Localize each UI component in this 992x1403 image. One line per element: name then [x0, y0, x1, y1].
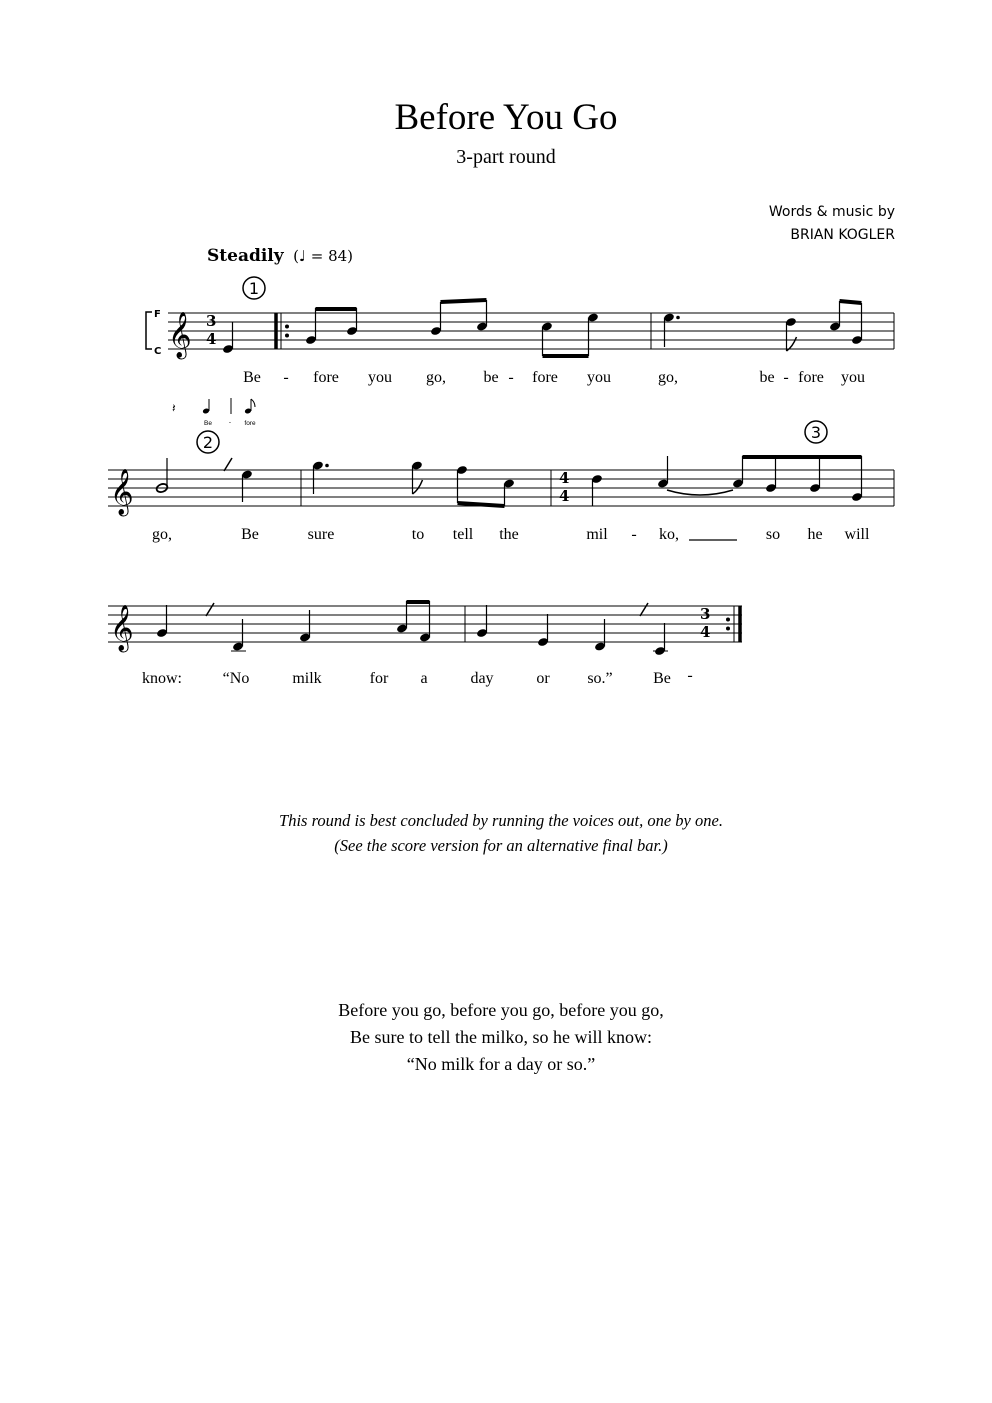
range-bracket	[146, 309, 161, 357]
beamed-note-group	[456, 465, 515, 506]
note	[312, 460, 329, 494]
note	[411, 460, 423, 494]
treble-clef-icon: 𝄞	[110, 469, 134, 515]
part-marker-2	[197, 431, 219, 453]
lyric-hyphen: -	[631, 526, 637, 543]
lyric-syllable: so.”	[587, 670, 613, 687]
svg-text:4: 4	[559, 469, 570, 487]
note	[591, 474, 603, 506]
song-title: Before You Go	[394, 97, 618, 138]
lyric-syllable: milk	[292, 670, 322, 687]
song-subtitle: 3-part round	[456, 146, 556, 168]
lyric-syllable: Be	[653, 670, 671, 687]
lyric-syllable: will	[844, 526, 870, 543]
composer-name: BRIAN KOGLER	[790, 227, 895, 243]
svg-text:4: 4	[700, 623, 711, 641]
lyric-syllable: you	[841, 369, 865, 386]
beamed-note-group	[396, 601, 431, 643]
svg-text:3: 3	[810, 423, 822, 442]
lyric-syllable: you	[368, 369, 392, 386]
note	[476, 605, 488, 638]
lyric-syllable: he	[807, 526, 823, 543]
lyric-syllable: sure	[307, 526, 335, 543]
quarter-rest-icon: 𝄽	[172, 401, 176, 415]
lyric-syllable: go,	[658, 369, 678, 386]
lyric-syllable: go,	[426, 369, 446, 386]
lyric-syllable: a	[420, 670, 428, 687]
verse-line-1: Before you go, before you go, before you go,	[338, 1000, 664, 1020]
lyric-hyphen: -	[687, 667, 693, 684]
lyric-syllable: go,	[152, 526, 172, 543]
svg-text:2: 2	[202, 433, 214, 452]
credit-line-1: Words & music by	[768, 204, 895, 220]
lyric-hyphen: -	[283, 369, 289, 386]
svg-text:3: 3	[700, 605, 711, 623]
svg-text:1: 1	[248, 279, 260, 298]
note	[537, 614, 549, 647]
lyrics-line-2	[152, 526, 870, 543]
note	[156, 605, 168, 638]
staff-system-1	[146, 277, 894, 386]
lyric-syllable: for	[369, 670, 389, 687]
svg-text:4: 4	[559, 487, 570, 505]
lyric-syllable: Be	[241, 526, 259, 543]
cue-hyphen: -	[228, 419, 232, 426]
lyrics-text-block	[0, 997, 992, 1078]
lyrics-line-3	[142, 667, 693, 687]
range-top-label: F	[154, 309, 161, 320]
lyric-syllable: so	[765, 526, 781, 543]
staff-system-2	[108, 421, 894, 543]
lyric-syllable: day	[470, 670, 494, 687]
verse-line-2: Be sure to tell the milko, so he will know:	[350, 1027, 652, 1047]
tie	[667, 490, 733, 495]
staff-system-3	[108, 601, 742, 687]
treble-clef-icon: 𝄞	[110, 605, 134, 651]
verse-line-3: “No milk for a day or so.”	[406, 1054, 596, 1074]
lyrics-line-1	[243, 369, 865, 386]
cue-syllable: Be	[204, 420, 212, 427]
note	[657, 456, 669, 489]
lyric-hyphen: -	[508, 369, 514, 386]
lyric-syllable: fore	[798, 369, 824, 386]
lyric-syllable: be	[483, 369, 499, 386]
treble-clef-icon: 𝄞	[168, 312, 192, 358]
range-bottom-label: C	[154, 346, 162, 357]
lyric-syllable: “No	[222, 670, 250, 687]
entry-slash	[224, 458, 232, 471]
svg-text:4: 4	[206, 330, 217, 348]
part-marker-1	[243, 277, 265, 299]
time-signature-4-4	[559, 469, 569, 505]
lyric-syllable: fore	[532, 369, 558, 386]
performance-note	[0, 808, 992, 858]
lyric-syllable: mil	[586, 526, 608, 543]
part-marker-3	[805, 421, 827, 443]
entry-slash	[640, 603, 648, 616]
metronome-mark: (♩ = 84)	[293, 247, 354, 265]
time-signature-3-4	[700, 605, 710, 641]
tempo-label: Steadily	[207, 246, 284, 266]
note	[785, 317, 797, 351]
svg-text:3: 3	[206, 312, 217, 330]
lyric-syllable: or	[536, 670, 550, 687]
note	[663, 312, 680, 347]
lyric-syllable: tell	[452, 526, 474, 543]
lyric-syllable: to	[411, 526, 425, 543]
cue-syllable: fore	[244, 420, 256, 427]
lyric-syllable: fore	[313, 369, 339, 386]
lyric-syllable: you	[587, 369, 611, 386]
lyric-hyphen: -	[783, 369, 789, 386]
lyric-syllable: know:	[142, 670, 182, 687]
lyric-syllable: the	[499, 526, 519, 543]
lyric-syllable: ko,	[659, 526, 679, 543]
lyric-syllable: Be	[243, 369, 261, 386]
performance-note-line-2: (See the score version for an alternative final bar.)	[334, 836, 668, 855]
beamed-note-group	[829, 301, 863, 345]
time-signature-3-4	[206, 312, 216, 348]
performance-note-line-1: This round is best concluded by running the voices out, one by one.	[279, 811, 723, 830]
lyric-syllable: be	[759, 369, 775, 386]
entry-slash	[206, 603, 214, 616]
entry-cue	[172, 398, 256, 427]
